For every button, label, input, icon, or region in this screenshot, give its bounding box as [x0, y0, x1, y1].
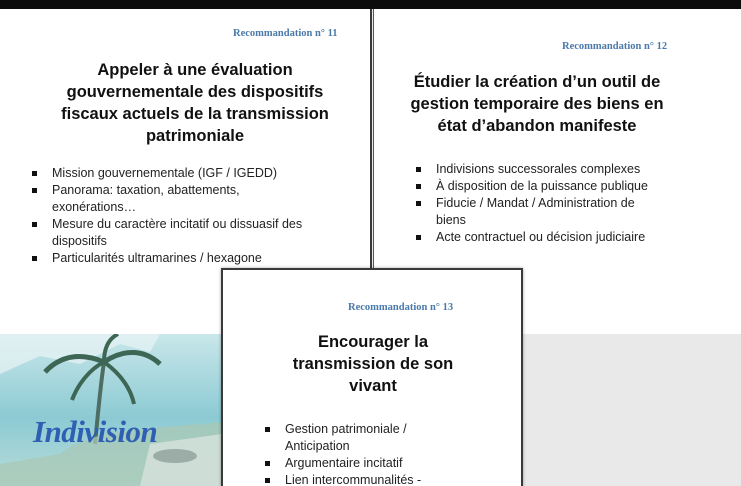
- recommendation-11-label: Recommandation n° 11: [233, 28, 338, 39]
- bullet-item: Gestion patrimoniale / Anticipation: [261, 421, 511, 455]
- recommendation-11-title: [20, 59, 370, 147]
- title-line: gouvernementale des dispositifs: [66, 83, 324, 101]
- title-line: patrimoniale: [145, 127, 245, 145]
- indivision-cover-image: [0, 334, 222, 486]
- recommendation-12-title: [374, 71, 700, 137]
- bullet-item: Panorama: taxation, abattements, exonérations…: [28, 182, 368, 216]
- title-line: Étudier la création d’un outil de: [413, 73, 661, 91]
- bullet-item: À disposition de la puissance publique: [412, 178, 732, 195]
- indivision-cover-text: Indivision: [33, 414, 158, 449]
- title-line: Appeler à une évaluation: [97, 61, 293, 79]
- bullet-item: Fiducie / Mandat / Administration de biens: [412, 195, 732, 229]
- palm-beach-illustration: [0, 334, 222, 486]
- bullet-item: Argumentaire incitatif: [261, 455, 511, 472]
- recommendation-12-label: Recommandation n° 12: [562, 41, 668, 52]
- title-line: Encourager la: [317, 333, 429, 351]
- recommendation-13-card: [221, 268, 523, 486]
- bullet-item: Acte contractuel ou décision judiciaire: [412, 229, 732, 246]
- bullet-item: Lien intercommunalités -: [261, 472, 511, 486]
- top-bar: [0, 0, 741, 9]
- recommendation-12-bullets: [412, 161, 732, 246]
- bullet-item: Particularités ultramarines / hexagone: [28, 250, 368, 267]
- recommendation-13-bullets: [261, 421, 511, 486]
- title-line: état d’abandon manifeste: [437, 117, 637, 135]
- bullet-item: Mesure du caractère incitatif ou dissuasif des dispositifs: [28, 216, 368, 250]
- bullet-item: Mission gouvernementale (IGF / IGEDD): [28, 165, 368, 182]
- title-line: vivant: [349, 377, 397, 395]
- recommendation-13-label: Recommandation n° 13: [348, 302, 454, 313]
- bullet-item: Indivisions successorales complexes: [412, 161, 732, 178]
- recommendation-11-bullets: [28, 165, 368, 267]
- recommendation-13-title: [223, 331, 523, 397]
- title-line: fiscaux actuels de la transmission: [61, 105, 329, 123]
- title-line: transmission de son: [292, 355, 454, 373]
- title-line: gestion temporaire des biens en: [410, 95, 664, 113]
